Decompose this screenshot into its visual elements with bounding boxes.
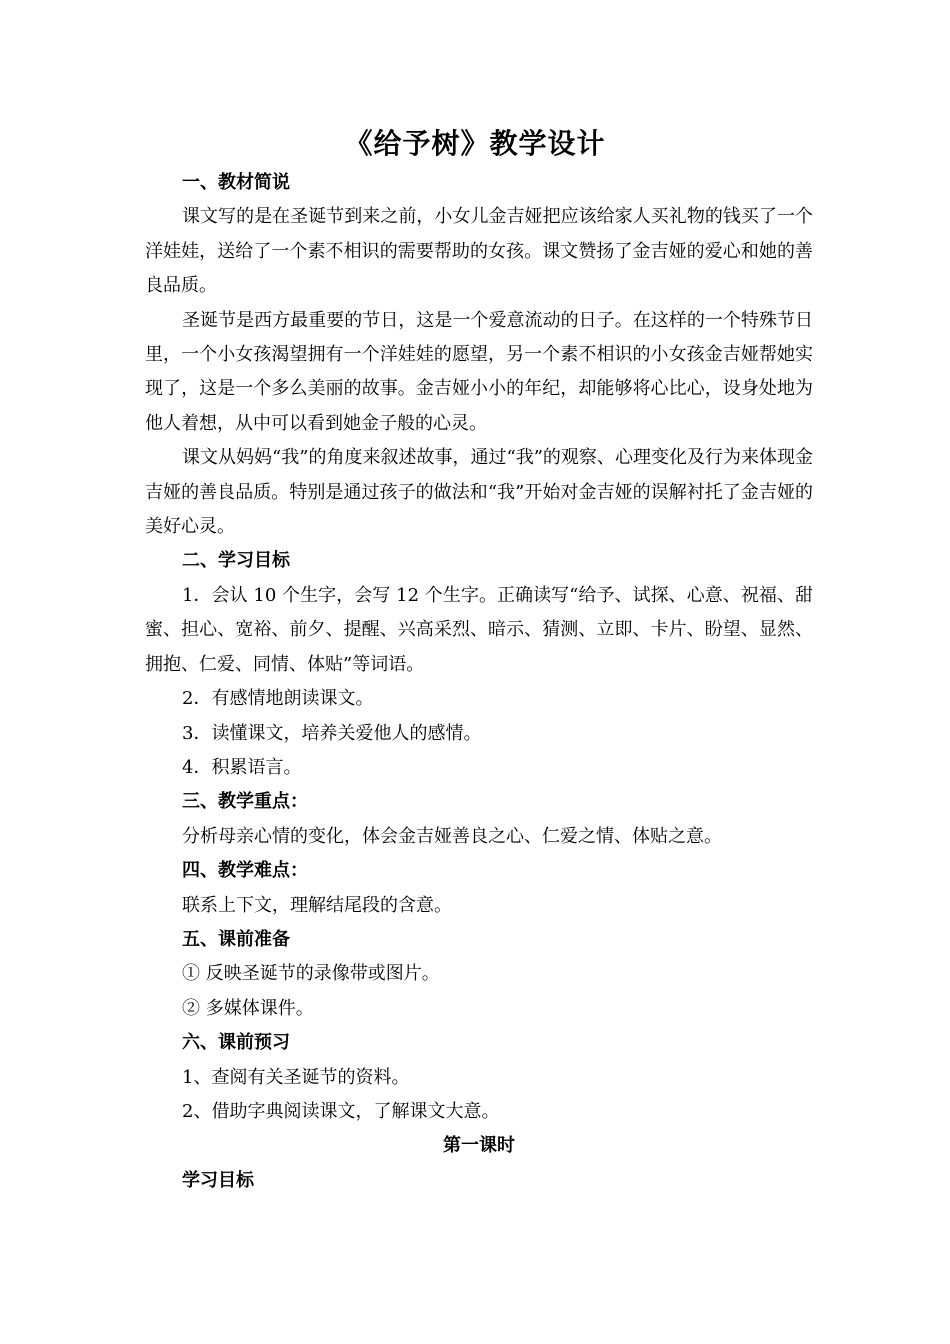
section-heading-learning-goals: 二、学习目标 <box>182 550 290 572</box>
paragraph: 课文写的是在圣诞节到来之前，小女儿金吉娅把应该给家人买礼物的钱买了一个洋娃娃，送给了一个素不相识的需要帮助的女孩。课文赞扬了金吉娅的爱心和她的善良品质。 <box>145 206 813 297</box>
paragraph: 分析母亲心情的变化，体会金吉娅善良之心、仁爱之情、体贴之意。 <box>182 825 722 847</box>
paragraph: 课文从妈妈“我”的角度来叙述故事，通过“我”的观察、心理变化及行为来体现金吉娅的善良品质。特别是通过孩子的做法和“我”开始对金吉娅的误解衬托了金吉娅的美好心灵。 <box>145 447 813 538</box>
section-heading-difficulties: 四、教学难点： <box>182 860 308 882</box>
list-item: 3．读懂课文，培养关爱他人的感情。 <box>182 722 482 744</box>
section-heading-key-points: 三、教学重点： <box>182 791 308 813</box>
section-heading-lesson-goals: 学习目标 <box>182 1169 254 1191</box>
list-item: 2、借助字典阅读课文，了解课文大意。 <box>182 1100 500 1122</box>
paragraph: 圣诞节是西方最重要的节日，这是一个爱意流动的日子。在这样的一个特殊节日里，一个小女孩渴望拥有一个洋娃娃的愿望，另一个素不相识的小女孩金吉娅帮她实现了，这是一个多么美丽的故事。金吉娅小小的年纪，却能够将心比心，设身处地为他人着想，从中可以看到她金子般的心灵。 <box>145 309 813 434</box>
paragraph: 联系上下文，理解结尾段的含意。 <box>182 894 452 916</box>
lesson-heading: 第一课时 <box>443 1135 515 1157</box>
list-item: 1．会认 10 个生字，会写 12 个生字。正确读写“给予、试探、心意、祝福、甜蜜、担心、宽裕、前夕、提醒、兴高采烈、暗示、猜测、立即、卡片、盼望、显然、拥抱、仁爱、同情、体贴”等词语。 <box>145 584 813 675</box>
document-title: 《给予树》教学设计 <box>344 127 606 160</box>
list-item: 4．积累语言。 <box>182 756 302 778</box>
list-item: 2．有感情地朗读课文。 <box>182 688 374 710</box>
list-item: ② 多媒体课件。 <box>182 997 314 1019</box>
list-item: 1、查阅有关圣诞节的资料。 <box>182 1066 410 1088</box>
section-heading-textbook-intro: 一、教材简说 <box>182 172 290 193</box>
section-heading-preview: 六、课前预习 <box>182 1032 290 1054</box>
list-item: ① 反映圣诞节的录像带或图片。 <box>182 963 440 985</box>
document-body <box>145 166 813 1198</box>
section-heading-preparation: 五、课前准备 <box>182 928 290 950</box>
